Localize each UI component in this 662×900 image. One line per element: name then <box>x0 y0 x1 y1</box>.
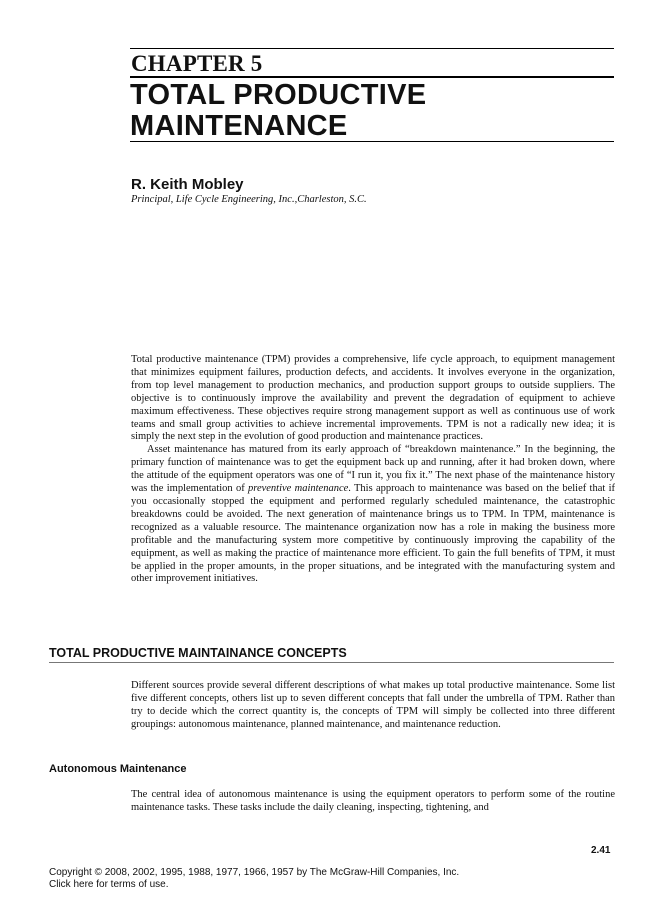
subsection-text <box>131 789 615 815</box>
footer <box>49 867 459 890</box>
page-number: 2.41 <box>591 845 611 856</box>
intro-text <box>131 354 615 586</box>
author-name: R. Keith Mobley <box>131 176 244 193</box>
chapter-title-line-2: MAINTENANCE <box>130 110 348 142</box>
header-top-rule <box>130 48 614 49</box>
intro-paragraph-2-end: . This approach to maintenance was based on the belief that if you occasionally stopped the equipment and performed regularly scheduled maintenance, the catastrophic breakdowns could be avoided. The next generation of maintenance brings us to TPM. In TPM, maintenance is recognized as a valuable resource. The maintenance organization now has a role in making the business more profitable and the manufacturing system more competitive by continuously improving the capability of the equipment, as well as making the practice of maintenance more efficient. To gain the full benefits of TPM, it must be applied in the proper amounts, in the proper situations, and be integrated with the manufacturing system and other improvement initiatives. <box>131 483 615 585</box>
author-affiliation: Principal, Life Cycle Engineering, Inc.,Charleston, S.C. <box>131 194 367 205</box>
intro-paragraph-2 <box>131 444 615 586</box>
chapter-title-line-1: TOTAL PRODUCTIVE <box>130 79 427 111</box>
chapter-title <box>130 80 426 142</box>
section-paragraph-1: Different sources provide several different descriptions of what makes up total productive maintenance. Some list five different concepts, others list up to seven different concepts that fall under the umbrella of TPM. Rather than try to decide which the correct quantity is, the concepts of TPM will simply be collected into three different groupings: autonomous maintenance, planned maintenance, and maintenance reduction. <box>131 680 615 730</box>
subsection-paragraph-1: The central idea of autonomous maintenance is using the equipment operators to perform some of the routine maintenance tasks. These tasks include the daily cleaning, inspecting, tightening, and <box>131 789 615 813</box>
intro-paragraph-2-start: Asset maintenance has matured from its early approach of “breakdown maintenance.” In the beginning, the primary function of maintenance was to get the equipment back up and running, after it had broken down, where the attitude of the equipment operators was one of “I run it, you fix it.” The next phase of the maintenance history was the implementation of <box>131 444 615 495</box>
intro-paragraph-1: Total productive maintenance (TPM) provides a comprehensive, life cycle approach, to equipment management that minimizes equipment failures, production defects, and accidents. It involves everyone in the organization, from top level management to production mechanics, and production support groups to outside suppliers. The objective is to continuously improve the availability and prevent the degradation of equipment to achieve maximum effectiveness. These objectives require strong management support as well as continuous use of work teams and small group activities to achieve incremental improvements. TPM is not a radically new idea; it is simply the next step in the evolution of good production and maintenance practices. <box>131 354 615 443</box>
section-heading: TOTAL PRODUCTIVE MAINTAINANCE CONCEPTS <box>49 646 347 660</box>
subsection-heading: Autonomous Maintenance <box>49 763 187 775</box>
preventive-maintenance-term: preventive maintenance <box>248 483 349 495</box>
chapter-label: CHAPTER 5 <box>131 51 263 76</box>
section-text <box>131 680 615 732</box>
terms-of-use-link[interactable]: Click here for terms of use. <box>49 878 169 890</box>
section-heading-rule <box>49 662 614 663</box>
copyright-notice: Copyright © 2008, 2002, 1995, 1988, 1977, 1966, 1957 by The McGraw-Hill Companies, Inc. <box>49 867 460 878</box>
